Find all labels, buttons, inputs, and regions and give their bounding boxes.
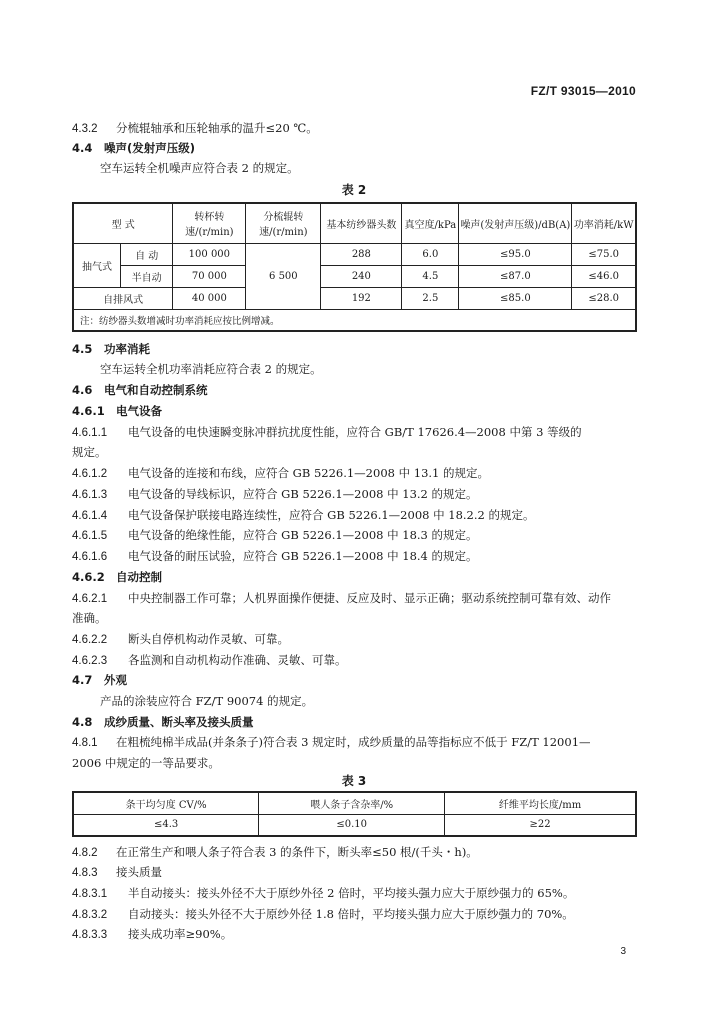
header-type: 型 式: [73, 203, 173, 243]
header-vacuum: 真空度/kPa: [402, 203, 459, 243]
clause-4-8-heading: 4.8 成纱质量、断头率及接头质量: [72, 715, 254, 729]
row-power: ≤28.0: [572, 287, 636, 309]
row-vacuum: 2.5: [402, 287, 459, 309]
row-type: 自 动: [121, 243, 173, 265]
header-rotor-speed: 转杯转速/(r/min): [173, 203, 246, 243]
table-3-header-row: [73, 792, 636, 814]
table-2-note: 注：纺纱器头数增减时功率消耗应按比例增减。: [73, 309, 636, 331]
value-trash: ≤0.10: [259, 814, 445, 836]
clause-4-4-text: 空车运转全机噪声应符合表 2 的规定。: [100, 161, 299, 175]
clause-4-6-1-2: 4.6.1.2 电气设备的连接和布线，应符合 GB 5226.1—2008 中 13.1 的规定。: [72, 466, 490, 480]
clause-4-6-2-heading: 4.6.2 自动控制: [72, 570, 162, 584]
clause-4-8-1-cont: 2006 中规定的一等品要求。: [72, 756, 220, 770]
clause-4-6-2-3: 4.6.2.3 各监测和自动机构动作准确、灵敏、可靠。: [72, 653, 347, 667]
clause-4-8-3-2: 4.8.3.2 自动接头：接头外径不大于原纱外径 1.8 倍时，平均接头强力应大于原纱强力的 70%。: [72, 907, 574, 921]
row-type: 半自动: [121, 265, 173, 287]
header-trash: 喂人条子含杂率/%: [259, 792, 445, 814]
clause-4-5-heading: 4.5 功率消耗: [72, 342, 150, 356]
table-row: [73, 243, 636, 265]
row-heads: 240: [321, 265, 402, 287]
table-row: [73, 814, 636, 836]
row-noise: ≤87.0: [459, 265, 572, 287]
clause-4-6-1-3: 4.6.1.3 电气设备的导线标识，应符合 GB 5226.1—2008 中 13.2 的规定。: [72, 487, 478, 501]
clause-4-6-2-2: 4.6.2.2 断头自停机构动作灵敏、可靠。: [72, 632, 289, 646]
clause-4-6-2-1: 4.6.2.1 中央控制器工作可靠；人机界面操作便捷、反应及时、显示正确；驱动系统控制可靠有效、动作: [72, 591, 611, 605]
row-power: ≤75.0: [572, 243, 636, 265]
clause-4-6-1-heading: 4.6.1 电气设备: [72, 404, 162, 418]
clause-4-7-text: 产品的涂装应符合 FZ/T 90074 的规定。: [100, 694, 314, 708]
header-noise: 噪声(发射声压级)/dB(A): [459, 203, 572, 243]
clause-4-6-2-1-cont: 准确。: [72, 611, 107, 625]
clause-4-6-heading: 4.6 电气和自动控制系统: [72, 383, 208, 397]
group-label: 抽气式: [73, 243, 121, 287]
row-noise: ≤95.0: [459, 243, 572, 265]
row-rotor: 40 000: [173, 287, 246, 309]
clause-4-8-2: 4.8.2 在正常生产和喂人条子符合表 3 的条件下，断头率≤50 根/(千头・h)。: [72, 845, 478, 859]
header-fiber-length: 纤维平均长度/mm: [445, 792, 636, 814]
clause-4-3-2: 4.3.2 分梳辊轴承和压轮轴承的温升≤20 ℃。: [72, 121, 318, 135]
clause-4-4-heading: 4.4 噪声(发射声压级): [72, 141, 196, 155]
clause-4-6-1-1: 4.6.1.1 电气设备的电快速瞬变脉冲群抗扰度性能，应符合 GB/T 17626.4—2008 中第 3 等级的: [72, 425, 582, 439]
table-3: [72, 791, 637, 837]
row-noise: ≤85.0: [459, 287, 572, 309]
clause-4-5-text: 空车运转全机功率消耗应符合表 2 的规定。: [100, 362, 322, 376]
header-power: 功率消耗/kW: [572, 203, 636, 243]
row-rotor: 100 000: [173, 243, 246, 265]
clause-4-8-3-1: 4.8.3.1 半自动接头：接头外径不大于原纱外径 2 倍时，平均接头强力应大于原纱强力的 65%。: [72, 886, 575, 900]
row-type: 自排风式: [73, 287, 173, 309]
clause-4-6-1-5: 4.6.1.5 电气设备的绝缘性能，应符合 GB 5226.1—2008 中 18.3 的规定。: [72, 528, 478, 542]
clause-4-7-heading: 4.7 外观: [72, 673, 127, 687]
header-heads: 基本纺纱器头数: [321, 203, 402, 243]
table-2-note-row: [73, 309, 636, 331]
row-vacuum: 4.5: [402, 265, 459, 287]
table-3-caption: 表 3: [341, 774, 367, 788]
table-2: [72, 202, 637, 332]
table-2-caption: 表 2: [341, 183, 367, 197]
value-fiber-length: ≥22: [445, 814, 636, 836]
row-rotor: 70 000: [173, 265, 246, 287]
clause-4-8-3-3: 4.8.3.3 接头成功率≥90%。: [72, 927, 233, 941]
row-spindle: 6 500: [246, 243, 321, 309]
row-heads: 288: [321, 243, 402, 265]
row-heads: 192: [321, 287, 402, 309]
clause-4-8-1: 4.8.1 在粗梳纯棉半成品(并条条子)符合表 3 规定时，成纱质量的品等指标应不低于 FZ/T 12001—: [72, 735, 591, 749]
header-cv: 条干均匀度 CV/%: [73, 792, 259, 814]
value-cv: ≤4.3: [73, 814, 259, 836]
table-row: [73, 287, 636, 309]
clause-4-6-1-1-cont: 规定。: [72, 445, 107, 459]
clause-4-6-1-4: 4.6.1.4 电气设备保护联接电路连续性，应符合 GB 5226.1—2008 中 18.2.2 的规定。: [72, 508, 535, 522]
row-vacuum: 6.0: [402, 243, 459, 265]
row-power: ≤46.0: [572, 265, 636, 287]
header-spindle-speed: 分梳辊转速/(r/min): [246, 203, 321, 243]
page-number: 3: [620, 946, 626, 957]
standard-code: FZ/T 93015—2010: [530, 84, 636, 98]
clause-4-6-1-6: 4.6.1.6 电气设备的耐压试验，应符合 GB 5226.1—2008 中 18.4 的规定。: [72, 549, 478, 563]
table-row: [73, 265, 636, 287]
clause-4-8-3: 4.8.3 接头质量: [72, 865, 162, 879]
table-2-header-row: [73, 203, 636, 243]
